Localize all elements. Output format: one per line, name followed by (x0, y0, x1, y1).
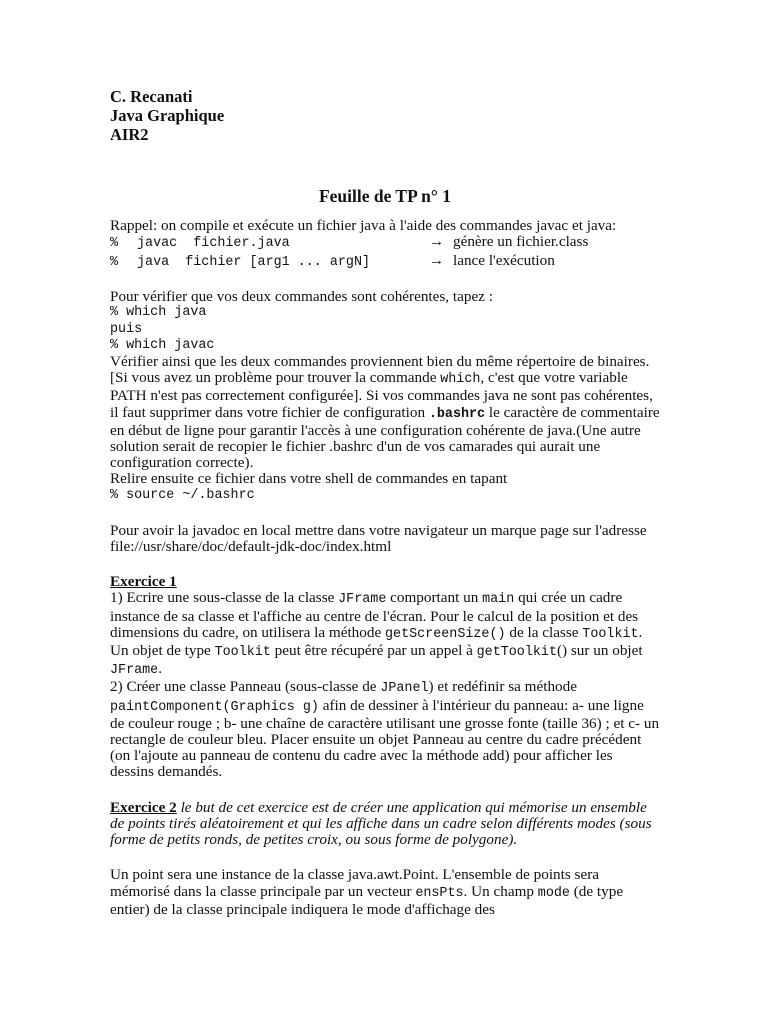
inline-code: JPanel (380, 681, 429, 697)
inline-code: ensPts (415, 885, 464, 901)
exercise-1-part-1 (110, 590, 660, 679)
command-code: java fichier [arg1 ... argN] (137, 255, 371, 271)
text-run: le caractère de commentaire en début de ligne pour garantir l'accès à une configuration cohérente de java.(Une autre solution serait de recopier le fichier .bashrc d'un de vos camarades qui aurait une configuration correcte). (110, 403, 660, 472)
exercise-2-title: Exercice 2 (110, 798, 177, 816)
exercise-1-part-2 (110, 679, 660, 780)
which-java-command: % which java (110, 305, 207, 321)
inline-code: paintComponent(Graphics g) (110, 699, 319, 715)
text-run: () sur un objet (556, 642, 643, 660)
text-run: de la classe (505, 623, 583, 641)
document-content (110, 87, 660, 918)
inline-code: Toolkit (582, 626, 639, 642)
text-run: 2) Créer une classe Panneau (sous-classe de (110, 678, 381, 696)
arrow-icon: → (429, 252, 445, 270)
prompt-symbol: % (110, 236, 119, 252)
exercise-1-title: Exercice 1 (110, 573, 177, 591)
exercise-2-intro (110, 800, 660, 849)
text-run: . (158, 660, 163, 678)
arrow-icon: → (429, 233, 445, 251)
text-run: Vérifier ainsi que les deux commandes proviennent bien du même répertoire de binaires. [Si vous avez un problème pour trouver la commande (110, 353, 650, 387)
text-run: 1) Ecrire une sous-classe de la classe (110, 589, 339, 607)
verif-paragraph (110, 354, 660, 471)
text-run: comportant un (386, 589, 483, 607)
inline-code: which (440, 372, 481, 388)
inline-code: .bashrc (428, 406, 486, 422)
inline-code: getScreenSize() (385, 626, 506, 642)
javadoc-paragraph: Pour avoir la javadoc en local mettre dans votre navigateur un marque page sur l'adresse file://usr/share/doc/default-jdk-doc/index.html (110, 521, 647, 556)
command-description: génère un fichier.class (453, 233, 589, 251)
text-run: ) et redéfinir sa méthode (428, 678, 577, 696)
text-run: (de type entier) de la classe principale indiquera le mode d'affichage des (110, 882, 624, 918)
text-run: ) pour afficher les dessins demandés. (110, 747, 613, 781)
text-run: Un point sera une instance de la classe java.awt.Point. L'ensemble de points sera mémorisé dans la classe principale par un vecteur (110, 866, 600, 900)
inline-code: add (482, 747, 505, 765)
inline-code: JFrame (110, 663, 159, 679)
which-javac-command: % which javac (110, 337, 215, 353)
puis-text: puis (110, 321, 143, 337)
relire-text: Relire ensuite ce fichier dans votre shell de commandes en tapant (110, 470, 508, 488)
author-name: C. Recanati (110, 87, 193, 106)
command-row-java (110, 253, 660, 272)
text-run: qui crée un cadre instance de sa classe et l'affiche au centre de l'écran. Pour le calcul de la position et des dimensions du cadre, on utilisera la méthode (110, 589, 639, 641)
prompt-symbol: % (110, 255, 119, 271)
exercise-2-paragraph (110, 867, 660, 918)
page-title: Feuille de TP n° 1 (318, 186, 452, 206)
rappel-intro: Rappel: on compile et exécute un fichier java à l'aide des commandes javac et java: (110, 217, 617, 234)
inline-code: main (482, 592, 515, 608)
course-name: Java Graphique (110, 106, 225, 125)
text-run: . Un champ (463, 882, 538, 900)
text-run: , c'est que votre variable PATH n'est pas correctement configurée]. Si vos commandes java ne sont pas cohérentes, il faut supprimer dans votre fichier de configuration (110, 369, 653, 421)
command-description: lance l'exécution (453, 252, 555, 270)
verif-intro: Pour vérifier que vos deux commandes sont cohérentes, tapez : (110, 288, 493, 306)
command-code: javac fichier.java (137, 236, 290, 252)
group-name: AIR2 (110, 125, 149, 144)
command-row-javac (110, 234, 660, 253)
source-command: % source ~/.bashrc (110, 487, 255, 503)
text-run: afin de dessiner à l'intérieur du panneau: a- une ligne de couleur rouge ; b- une chaîne de caractère utilisant une grosse fonte (taille 36) ; et c- un rectangle de couleur bleu. Placer ensuite un objet Panneau au centre du cadre précédent (on l'ajoute au panneau de contenu du cadre avec la méthode (110, 696, 660, 765)
inline-code: JFrame (338, 592, 387, 608)
text-run: . Un objet de type (110, 623, 643, 660)
inline-code: Toolkit (214, 645, 271, 661)
text-run: peut être récupéré par un appel à (270, 642, 477, 660)
exercise-2-description: le but de cet exercice est de créer une application qui mémorise un ensemble de points tirés aléatoirement et qui les affiche dans un cadre selon différents modes (sous forme de petits ronds, de petites croix, ou sous forme de polygone). (110, 798, 652, 849)
inline-code: mode (537, 885, 570, 901)
inline-code: getToolkit (476, 645, 557, 661)
